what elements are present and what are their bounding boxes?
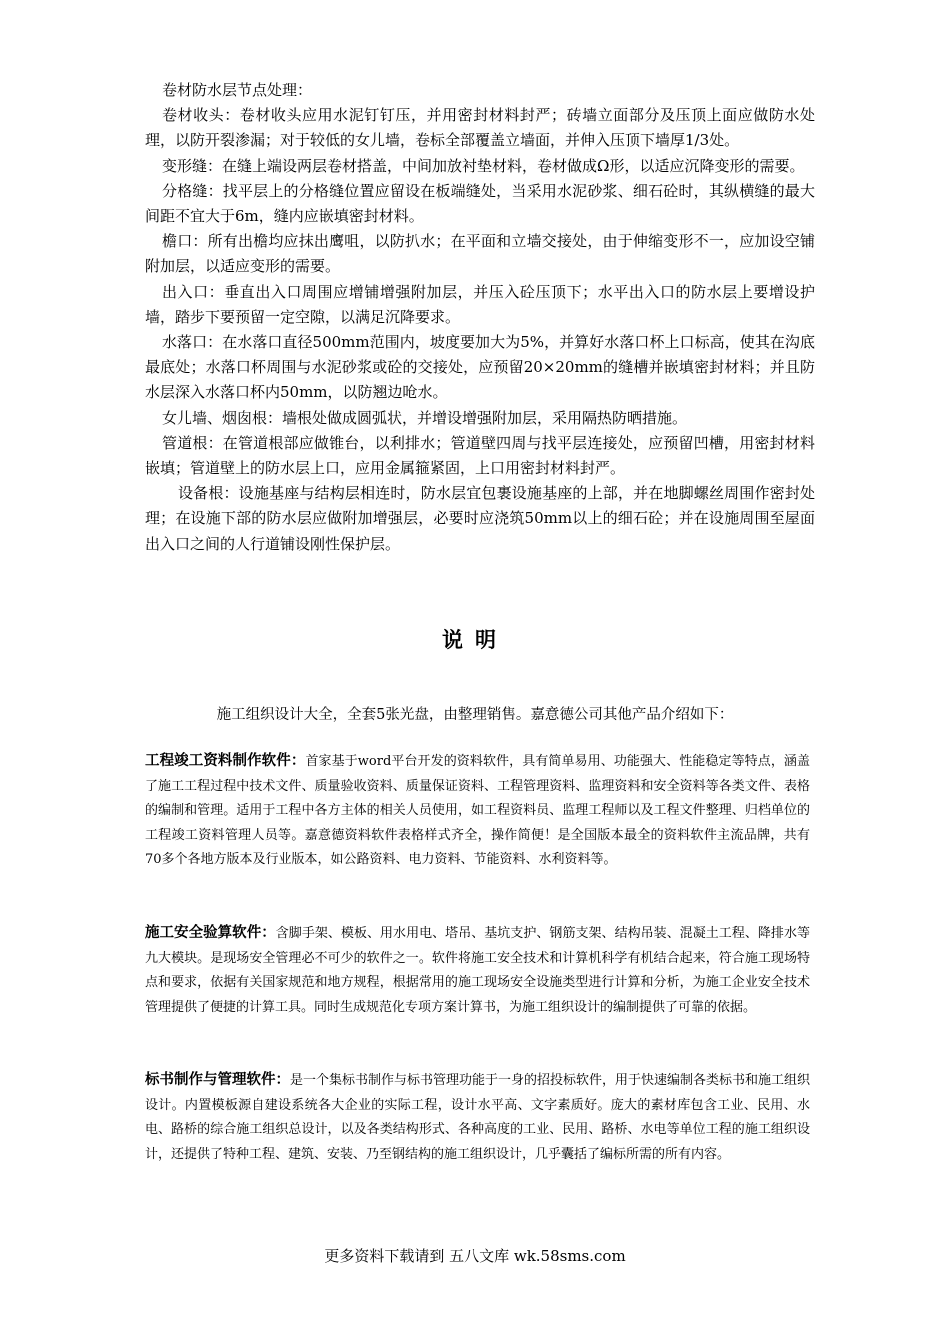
paragraph-pipe-root: 管道根：在管道根部应做锥台，以利排水；管道壁四周与找平层连接处，应预留凹槽，用密封材料嵌填；管道壁上的防水层上口，应用金属箍紧固，上口用密封材料封严。 (145, 433, 815, 478)
paragraph-parapet-chimney: 女儿墙、烟囱根：墙根处做成圆弧状，并增设增强附加层，采用隔热防晒措施。 (162, 408, 688, 427)
paragraph-dividing-joint: 分格缝：找平层上的分格缝位置应留设在板端缝处，当采用水泥砂浆、细石砼时，其纵横缝的最大间距不宜大于6m，缝内应嵌填密封材料。 (145, 181, 815, 226)
page-title: 说明 (442, 628, 508, 652)
product-completion-docs (145, 749, 810, 873)
product-name: 施工安全验算软件： (145, 925, 276, 941)
paragraph-equipment-root: 设备根：设施基座与结构层相连时，防水层宜包裹设施基座的上部，并在地脚螺丝周围作密封处理；在设施下部的防水层应做附加增强层，必要时应浇筑50mm以上的细石砼；并在设施周围至屋面出入口之间的人行道铺设刚性保护层。 (145, 484, 815, 553)
section-heading: 卷材防水层节点处理： (162, 81, 313, 99)
intro-text: 施工组织设计大全，全套5张光盘，由整理销售。嘉意德公司其他产品介绍如下： (216, 707, 734, 723)
product-name: 标书制作与管理软件： (145, 1072, 290, 1088)
product-description: 首家基于word平台开发的资料软件，具有简单易用、功能强大、性能稳定等特点，涵盖了施工工程过程中技术文件、质量验收资料、质量保证资料、工程管理资料、监理资料和安全资料等各类文件、表格的编制和管理。适用于工程中各方主体的相关人员使用，如工程资料员、监理工程师以及工程文件整理、归档单位的工程竣工资料管理人员等。嘉意德资料软件表格样式齐全，操作简便！是全国版本最全的资料软件主流品牌，共有70多个各地方版本及行业版本，如公路资料、电力资料、节能资料、水利资料等。 (145, 754, 810, 868)
product-description: 是一个集标书制作与标书管理功能于一身的招投标软件，用于快速编制各类标书和施工组织设计。内置模板源自建设系统各大企业的实际工程，设计水平高、文字素质好。庞大的素材库包含工业、民用、水电、路桥的综合施工组织总设计，以及各类结构形式、各种高度的工业、民用、路桥、水电等单位工程的施工组织设计，还提供了特种工程、建筑、安装、乃至钢结构的施工组织设计，几乎囊括了编标所需的所有内容。 (145, 1073, 811, 1162)
paragraph-roll-edge: 卷材收头：卷材收头应用水泥钉钉压，并用密封材料封严；砖墙立面部分及压顶上面应做防水处理，以防开裂渗漏；对于较低的女儿墙，卷标全部覆盖立墙面，并伸入压顶下墙厚1/3处。 (145, 106, 815, 150)
waterproof-details-section (145, 78, 815, 557)
footer-text: 更多资料下载请到 五八文库 wk.58sms.com (324, 1247, 626, 1265)
paragraph-eaves: 檐口：所有出檐均应抹出鹰咀，以防扒水；在平面和立墙交接处，由于伸缩变形不一，应加设空铺附加层，以适应变形的需要。 (145, 232, 815, 276)
paragraph-drain-outlet: 水落口：在水落口直径500mm范围内，坡度要加大为5%，并算好水落口杯上口标高，使其在沟底最底处；水落口杯周围与水泥砂浆或砼的交接处，应预留20×20mm的缝槽并嵌填密封材料；并且防水层深入水落口杯内50mm，以防翘边呛水。 (145, 333, 815, 402)
product-bid-management (145, 1068, 810, 1167)
paragraph-deformation-joint: 变形缝：在缝上端设两层卷材搭盖，中间加放衬垫材料，卷材做成Ω形，以适应沉降变形的需要。 (162, 156, 805, 175)
product-name: 工程竣工资料制作软件： (145, 753, 306, 769)
product-safety-calc (145, 921, 810, 1020)
paragraph-entrance: 出入口：垂直出入口周围应增铺增强附加层，并压入砼压顶下；水平出入口的防水层上要增设护墙，踏步下要预留一定空隙，以满足沉降要求。 (145, 282, 815, 326)
product-description: 含脚手架、模板、用水用电、塔吊、基坑支护、钢筋支架、结构吊装、混凝土工程、降排水等九大模块。是现场安全管理必不可少的软件之一。软件将施工安全技术和计算机科学有机结合起来，符合施工现场特点和要求，依据有关国家规范和地方规程，根据常用的施工现场安全设施类型进行计算和分析，为施工企业安全技术管理提供了便捷的计算工具。同时生成规范化专项方案计算书，为施工组织设计的编制提供了可靠的依据。 (145, 926, 810, 1015)
